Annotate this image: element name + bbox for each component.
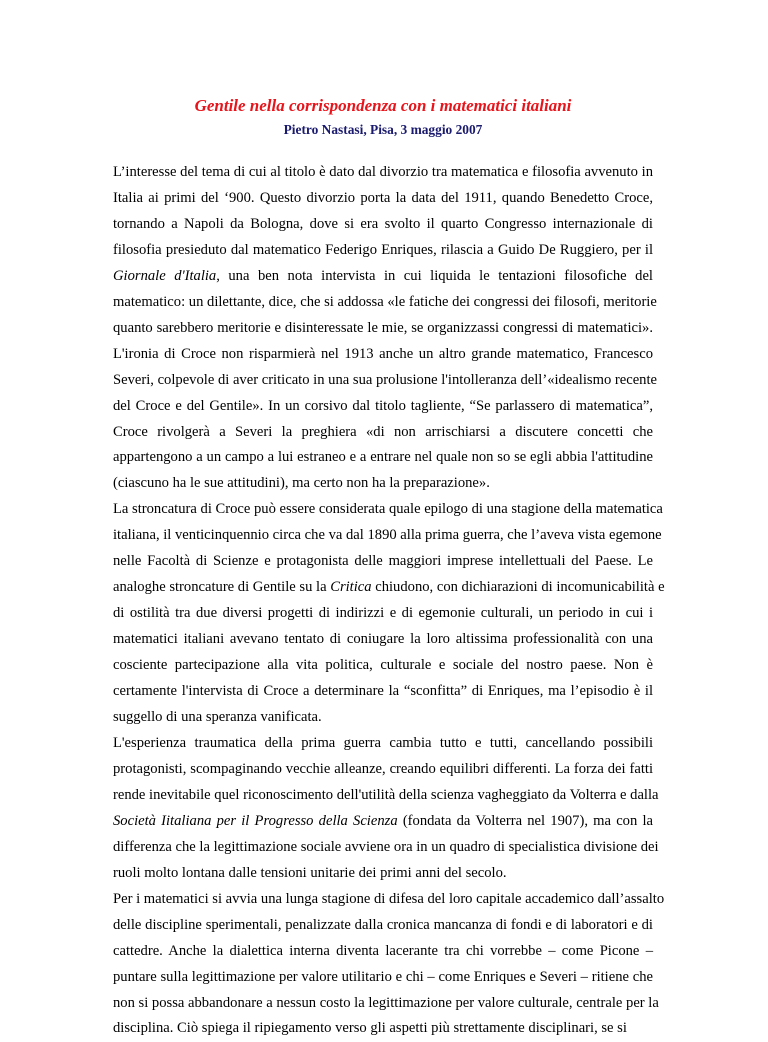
line-text: L'ironia di Croce non risparmierà nel 1913 anche un altro grande matematico, Francesco xyxy=(113,345,653,362)
paragraph xyxy=(113,160,658,497)
text-line xyxy=(113,212,653,238)
line-text: cosciente partecipazione alla vita politica, culturale e sociale del nostro paese. Non è xyxy=(113,657,653,674)
paragraph xyxy=(113,497,665,731)
text-line xyxy=(113,186,653,212)
text-line xyxy=(113,783,659,809)
line-text: nelle Facoltà di Scienze e protagonista delle maggiori imprese intellettuali del Paese. Le xyxy=(113,553,653,570)
line-text: puntare sulla legittimazione per valore utilitario e chi – come Enriques e Severi – ritiene che xyxy=(113,968,653,985)
line-text: analoghe stroncature di Gentile su la xyxy=(113,579,331,596)
document-author-line: Pietro Nastasi, Pisa, 3 maggio 2007 xyxy=(283,122,483,137)
text-line xyxy=(113,861,653,887)
line-text: chiudono, con dichiarazioni di incomunicabilità e xyxy=(371,579,665,596)
text-line xyxy=(113,1016,653,1042)
text-line xyxy=(113,316,653,342)
text-line xyxy=(113,238,653,264)
line-text: Severi, colpevole di aver criticato in una sua prolusione l'intolleranza dell’«idealismo recente xyxy=(113,371,658,388)
text-line xyxy=(113,160,653,186)
text-line xyxy=(113,705,653,731)
line-text: quanto sarebbero meritorie e disinteressate le mie, se organizzassi congressi di matematici». xyxy=(113,319,653,336)
text-line xyxy=(113,913,653,939)
line-text: L’interesse del tema di cui al titolo è dato dal divorzio tra matematica e filosofia avvenuto in xyxy=(113,164,653,180)
text-line xyxy=(113,757,653,783)
line-text: appartengono a un campo a lui estraneo e a entrare nel quale non so se egli abbia l'attitudine xyxy=(113,449,653,466)
line-text: protagonisti, scompaginando vecchie alleanze, creando equilibri differenti. La forza dei fatti xyxy=(113,760,653,777)
line-text: differenza che la legittimazione sociale avviene ora in un quadro di specialistica divisione dei xyxy=(113,838,659,855)
text-line xyxy=(113,420,653,446)
text-line xyxy=(113,523,662,549)
text-line xyxy=(113,679,653,705)
text-line xyxy=(113,549,653,575)
line-text: rende inevitabile quel riconoscimento dell'utilità della scienza vagheggiato da Volterra e dalla xyxy=(113,786,659,803)
line-text: certamente l'intervista di Croce a determinare la “sconfitta” di Enriques, ma l’episodio è il xyxy=(113,683,653,700)
text-line xyxy=(113,368,658,394)
line-text: Italia ai primi del ‘900. Questo divorzio porta la data del 1911, quando Benedetto Croce, xyxy=(113,189,653,206)
line-text: filosofia presieduto dal matematico Federigo Enriques, rilascia a Guido De Ruggiero, per il xyxy=(113,241,653,258)
text-line xyxy=(113,653,653,679)
line-text: Per i matematici si avvia una lunga stagione di difesa del loro capitale accademico dall’assalto xyxy=(113,890,665,907)
line-text: , una ben nota intervista in cui liquida le tentazioni filosofiche del xyxy=(216,267,653,284)
document-title: Gentile nella corrispondenza con i matematici italiani xyxy=(194,96,572,115)
italic-text: Società Iitaliana per il Progresso della Scienza xyxy=(113,812,398,829)
line-text: cattedre. Anche la dialettica interna diventa lacerante tra chi vorrebbe – come Picone – xyxy=(113,942,653,959)
line-text: matematico: un dilettante, dice, che si addossa «le fatiche dei congressi dei filosofi, meritorie xyxy=(113,293,657,310)
text-line xyxy=(113,575,665,601)
line-text: (fondata da Volterra nel 1907), ma con la xyxy=(397,812,653,829)
text-line xyxy=(113,445,653,471)
text-line xyxy=(113,264,653,290)
line-text: delle discipline sperimentali, penalizzate dalla cronica mancanza di fondi e di laboratori e di xyxy=(113,916,653,933)
line-text: italiana, il venticinquennio circa che va dal 1890 alla prima guerra, che l’aveva vista egemone xyxy=(113,527,662,544)
line-text: L'esperienza traumatica della prima guerra cambia tutto e tutti, cancellando possibili xyxy=(113,734,653,751)
document-page xyxy=(113,96,665,1042)
line-text: tornando a Napoli da Bologna, dove si era svolto il quarto Congresso internazionale di xyxy=(113,215,653,232)
line-text: suggello di una speranza vanificata. xyxy=(113,709,322,726)
line-text: Croce rivolgerà a Severi la preghiera «di non arrischiarsi a discutere concetti che xyxy=(113,423,653,440)
text-line xyxy=(113,965,653,991)
text-line xyxy=(113,991,659,1017)
text-line xyxy=(113,835,659,861)
text-line xyxy=(113,887,665,913)
text-line xyxy=(113,939,653,965)
text-line xyxy=(113,497,663,523)
text-line xyxy=(113,601,653,627)
paragraph xyxy=(113,887,665,1042)
line-text: matematici italiani avevano tentato di coniugare la loro altissima professionalità con una xyxy=(113,631,653,648)
line-text: La stroncatura di Croce può essere considerata quale epilogo di una stagione della matematica xyxy=(113,501,663,518)
italic-text: Giornale d'Italia xyxy=(113,267,217,284)
text-line xyxy=(113,627,653,653)
line-text: disciplina. Ciò spiega il ripiegamento verso gli aspetti più strettamente disciplinari, se si xyxy=(113,1020,627,1037)
line-text: del Croce e del Gentile». In un corsivo dal titolo tagliente, “Se parlassero di matematica”, xyxy=(113,397,653,414)
line-text: (ciascuno ha le sue attitudini), ma certo non ha la preparazione». xyxy=(113,475,490,492)
line-text: non si possa abbandonare a nessun costo la legittimazione per valore culturale, centrale per la xyxy=(113,994,659,1011)
italic-text: Critica xyxy=(330,579,372,596)
text-line xyxy=(113,471,653,497)
paragraph xyxy=(113,731,659,887)
document-body xyxy=(113,160,665,1042)
text-line xyxy=(113,809,653,835)
text-line xyxy=(113,731,653,757)
line-text: di ostilità tra due diversi progetti di indirizzi e di egemonie culturali, un periodo in cui i xyxy=(113,605,653,622)
text-line xyxy=(113,342,653,368)
line-text: ruoli molto lontana dalle tensioni unitarie dei primi anni del secolo. xyxy=(113,864,507,881)
text-line xyxy=(113,394,653,420)
text-line xyxy=(113,290,657,316)
